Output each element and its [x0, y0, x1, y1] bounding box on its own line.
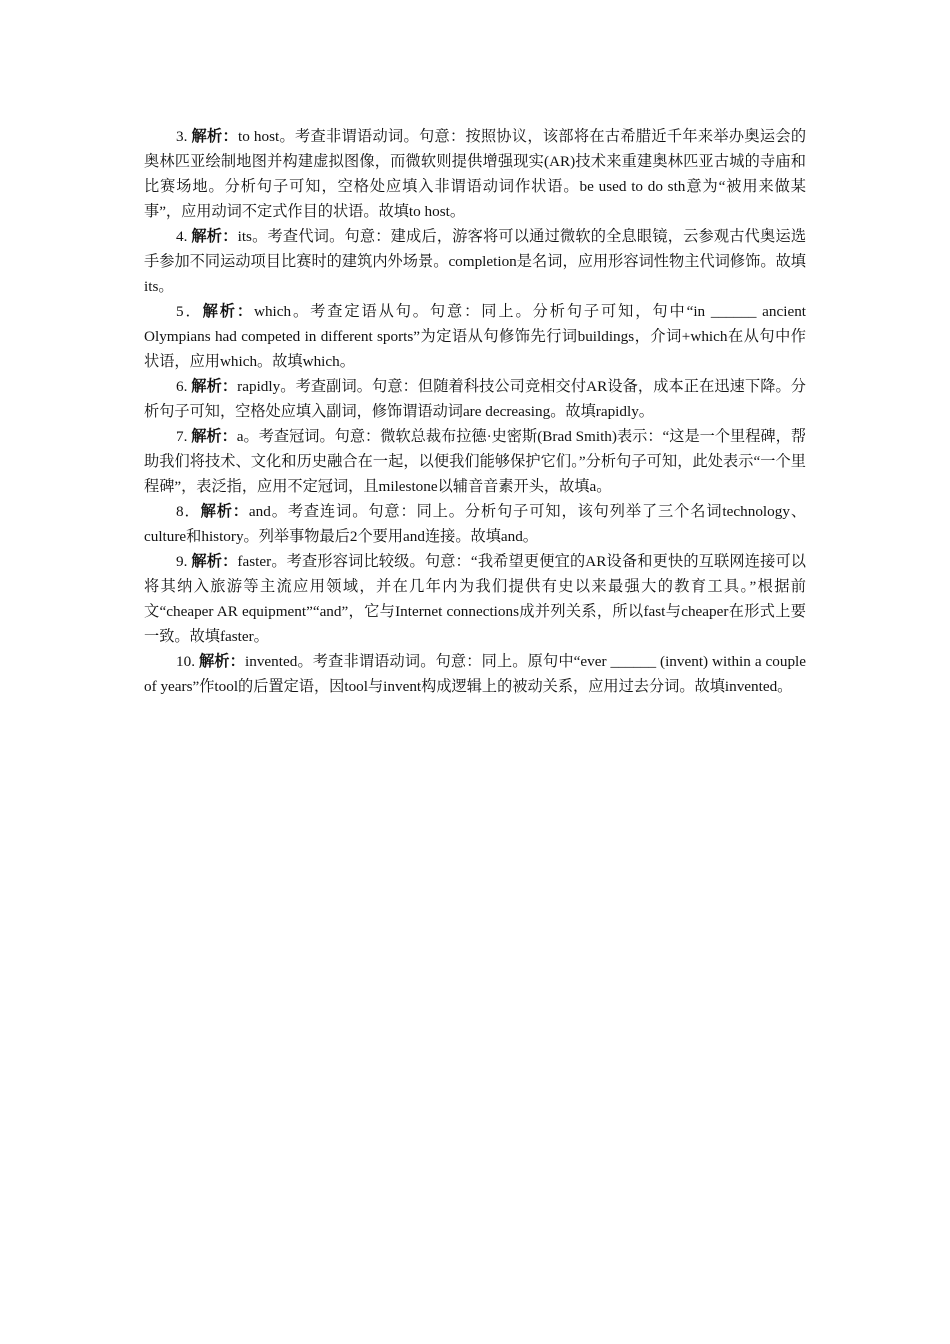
item-label: 解析：: [191, 428, 237, 445]
item-label: 解析：: [191, 228, 238, 245]
item-number: 10.: [176, 653, 195, 670]
item-number: 6.: [176, 378, 188, 395]
item-body: invented。考查非谓语动词。句意：同上。原句中“ever ______ (invent) within a couple of years”作tool的后置定语，因tool与invent构成逻辑上的被动关系，应用过去分词。故填invented。: [144, 653, 807, 695]
explanation-item-6: [144, 374, 806, 424]
explanation-item-8: [144, 499, 806, 549]
item-label: 解析：: [191, 378, 238, 395]
explanation-item-3: [144, 124, 806, 224]
explanation-item-9: [144, 549, 806, 649]
item-body: to host。考查非谓语动词。句意：按照协议，该部将在古希腊近千年来举办奥运会的奥林匹亚绘制地图并构建虚拟图像，而微软则提供增强现实(AR)技术来重建奥林匹亚古城的寺庙和比赛场地。分析句子可知，空格处应填入非谓语动词作状语。be used to do sth意为“被用来做某事”，应用动词不定式作目的状语。故填to host。: [144, 128, 807, 220]
item-body: a。考查冠词。句意：微软总裁布拉德·史密斯(Brad Smith)表示：“这是一个里程碑，帮助我们将技术、文化和历史融合在一起，以便我们能够保护它们。”分析句子可知，此处表示“一个里程碑”，表泛指，应用不定冠词，且milestone以辅音音素开头，故填a。: [144, 428, 807, 495]
item-number: 5．: [176, 303, 203, 320]
item-number: 3.: [176, 128, 188, 145]
item-number: 4.: [176, 228, 188, 245]
explanation-item-4: [144, 224, 806, 299]
item-body: rapidly。考查副词。句意：但随着科技公司竞相交付AR设备，成本正在迅速下降。分析句子可知，空格处应填入副词，修饰谓语动词are decreasing。故填rapidly。: [144, 378, 806, 420]
explanation-item-7: [144, 424, 806, 499]
item-body: faster。考查形容词比较级。句意：“我希望更便宜的AR设备和更快的互联网连接可以将其纳入旅游等主流应用领域，并在几年内为我们提供有史以来最强大的教育工具。”根据前文“cheaper AR equipment”“and”，它与Internet connections成并列关系，所以fast与cheaper在形式上要一致。故填faster。: [144, 553, 806, 645]
item-body: and。考查连词。句意：同上。分析句子可知，该句列举了三个名词technology、culture和history。列举事物最后2个要用and连接。故填and。: [144, 503, 807, 545]
item-number: 8．: [176, 503, 201, 520]
item-body: its。考查代词。句意：建成后，游客将可以通过微软的全息眼镜，云参观古代奥运选手参加不同运动项目比赛时的建筑内外场景。completion是名词，应用形容词性物主代词修饰。故填its。: [144, 228, 807, 295]
item-label: 解析：: [198, 653, 245, 670]
item-number: 7.: [176, 428, 188, 445]
answer-explanations: [144, 124, 806, 699]
explanation-item-10: [144, 649, 806, 699]
explanation-item-5: [144, 299, 806, 374]
item-label: 解析：: [202, 303, 254, 320]
item-body: which。考查定语从句。句意：同上。分析句子可知，句中“in ______ ancient Olympians had competed in different sports”为定语从句修饰先行词buildings，介词+which在从句中作状语，应用which。故填which。: [144, 303, 807, 370]
item-label: 解析：: [191, 128, 238, 145]
item-label: 解析：: [191, 553, 238, 570]
item-number: 9.: [176, 553, 188, 570]
item-label: 解析：: [200, 503, 249, 520]
